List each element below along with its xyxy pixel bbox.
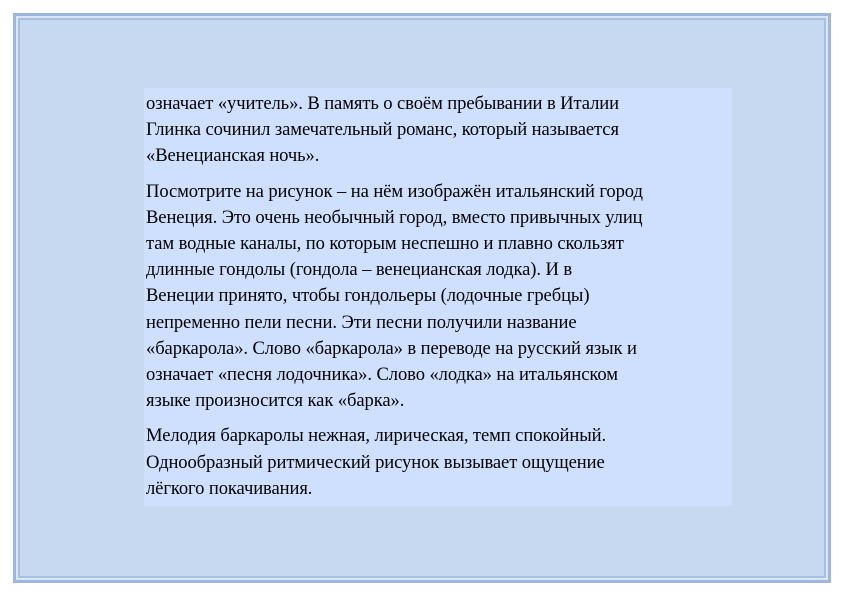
paragraph-glinka-romance: означает «учитель». В память о своём пребывании в Италии Глинка сочинил замечательный романс, который называется «Венецианская ночь». bbox=[146, 93, 619, 167]
paragraph-barcarolle-melody: Мелодия баркаролы нежная, лирическая, темп спокойный. Однообразный ритмический рисунок вызывает ощущение лёгкого покачивания. bbox=[146, 425, 607, 499]
slide bbox=[13, 13, 831, 583]
text-box bbox=[144, 88, 732, 506]
paragraph-venice-description: Посмотрите на рисунок – на нём изображён итальянский город Венеция. Это очень необычный город, вместо привычных улиц там водные каналы, по которым неспешно и плавно скользят длинные гондолы (гондола – венецианская лодка). И в Венеции принято, чтобы гондольеры (лодочные гребцы) непременно пели песни. Эти песни получили название «баркарола». Слово «баркарола» в переводе на русский язык и означает «песня лодочника». Слово «лодка» на итальянском языке произносится как «барка». bbox=[146, 180, 643, 412]
